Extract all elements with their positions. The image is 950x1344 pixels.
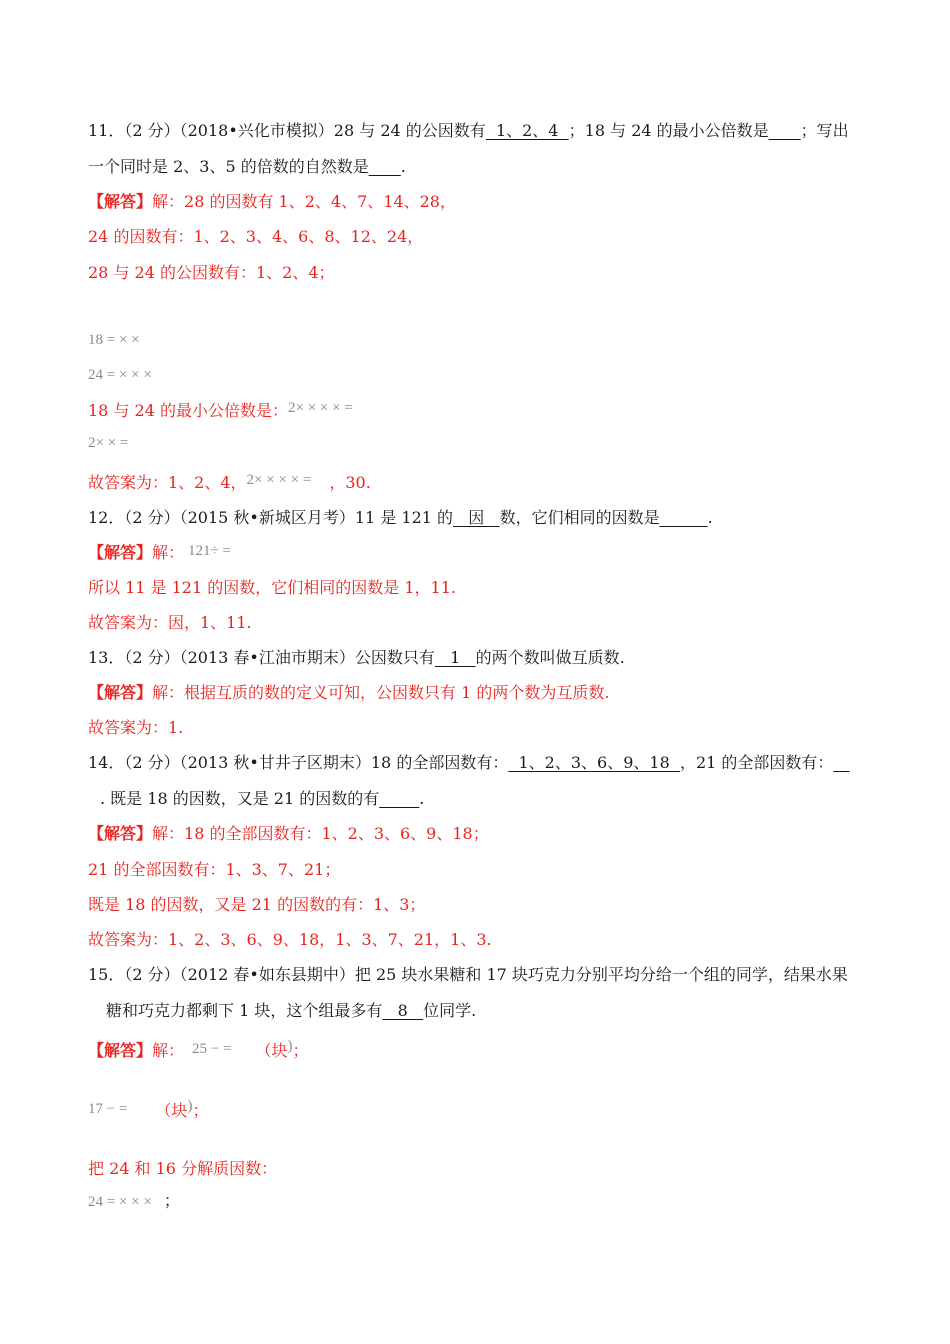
q12-stem: 12．（2 分）（2015 秋•新城区月考）11 是 121 的 因 数，它们相同的因数是______. [88,508,713,527]
q14-answer-line: 故答案为：1、2、3、6、9、18，1、3、7、21，1、3. [88,930,492,949]
q13-answer-line: 故答案为：1. [88,718,184,737]
solution-tag: 【解答】 [88,543,153,562]
q11-solution-1: 【解答】解：28 的因数有 1、2、4、7、14、28， [88,192,456,211]
solution-tag: 【解答】 [88,192,153,211]
q12-solution-2: 所以 11 是 121 的因数，它们相同的因数是 1，11. [88,578,456,597]
q11-answer-1: 1、2、4 [485,121,569,140]
q12-solution-1: 【解答】解： 121÷ = [88,543,231,562]
q12-blank-2: ______ [659,508,708,527]
q13-solution-1: 【解答】解：根据互质的数的定义可知，公因数只有 1 的两个数为互质数. [88,683,610,702]
q14-solution-2: 21 的全部因数有：1、3、7、21； [88,860,341,879]
q15-answer-1: 8 [382,1001,424,1020]
q11-answer-line: 故答案为：1、2、4，2× × × × = ，30. [88,472,371,492]
q14-answer-1: 1、2、3、6、9、18 [508,753,680,772]
q11-lcm-line: 18 与 24 的最小公倍数是：2× × × × = [88,400,353,420]
q11-stem-line1: 11．（2 分）（2018•兴化市模拟）28 与 24 的公因数有 1、2、4 ；18 与 24 的最小公倍数是____；写出 [88,121,849,140]
q14-blank-2: __ [833,753,850,772]
q15-solution-4: 24 = × × × ； [88,1191,180,1210]
q14-blank-3: _____ [379,789,420,808]
q14-stem-line1: 14．（2 分）（2013 秋•甘井子区期末）18 的全部因数有： 1、2、3、6、9、18 ，21 的全部因数有：__ [88,753,850,772]
q14-solution-3: 既是 18 的因数，又是 21 的因数的有：1、3； [88,895,426,914]
q14-stem-line2: . 既是 18 的因数，又是 21 的因数的有_____. [100,789,425,808]
q14-solution-1: 【解答】解：18 的全部因数有：1、2、3、6、9、18； [88,824,489,843]
q15-solution-2: 17 − = （块)； [88,1098,209,1120]
q11-math-24: 24 = × × × [88,367,152,383]
q11-blank-2: ____ [768,121,801,140]
q11-solution-2: 24 的因数有：1、2、3、4、6、8、12、24， [88,227,424,246]
solution-tag: 【解答】 [88,683,153,702]
q15-solution-3: 把 24 和 16 分解质因数： [88,1159,278,1178]
q15-solution-1: 【解答】解： 25 − = （块)； [88,1038,309,1060]
q11-stem-line2: 一个同时是 2、3、5 的倍数的自然数是____. [88,157,406,176]
q11-blank-3: ____ [368,157,401,176]
solution-tag: 【解答】 [88,1041,153,1060]
q11-math-2x: 2× × = [88,435,129,451]
q15-stem-line1: 15．（2 分）（2012 春•如东县期中）把 25 块水果糖和 17 块巧克力分别平均分给一个组的同学，结果水果 [88,965,848,984]
solution-tag: 【解答】 [88,824,153,843]
q13-answer-1: 1 [434,648,476,667]
q11-lcm-math: 2× × × × = [287,400,353,416]
q11-math-18: 18 = × × [88,332,140,348]
q12-answer-1: 因 [453,508,500,527]
q12-answer-line: 故答案为：因，1、11. [88,613,252,632]
q15-stem-line2: 糖和巧克力都剩下 1 块，这个组最多有 8 位同学. [106,1001,477,1020]
q13-stem: 13．（2 分）（2013 春•江油市期末）公因数只有 1 的两个数叫做互质数. [88,648,625,667]
q11-solution-3: 28 与 24 的公因数有：1、2、4； [88,263,335,282]
